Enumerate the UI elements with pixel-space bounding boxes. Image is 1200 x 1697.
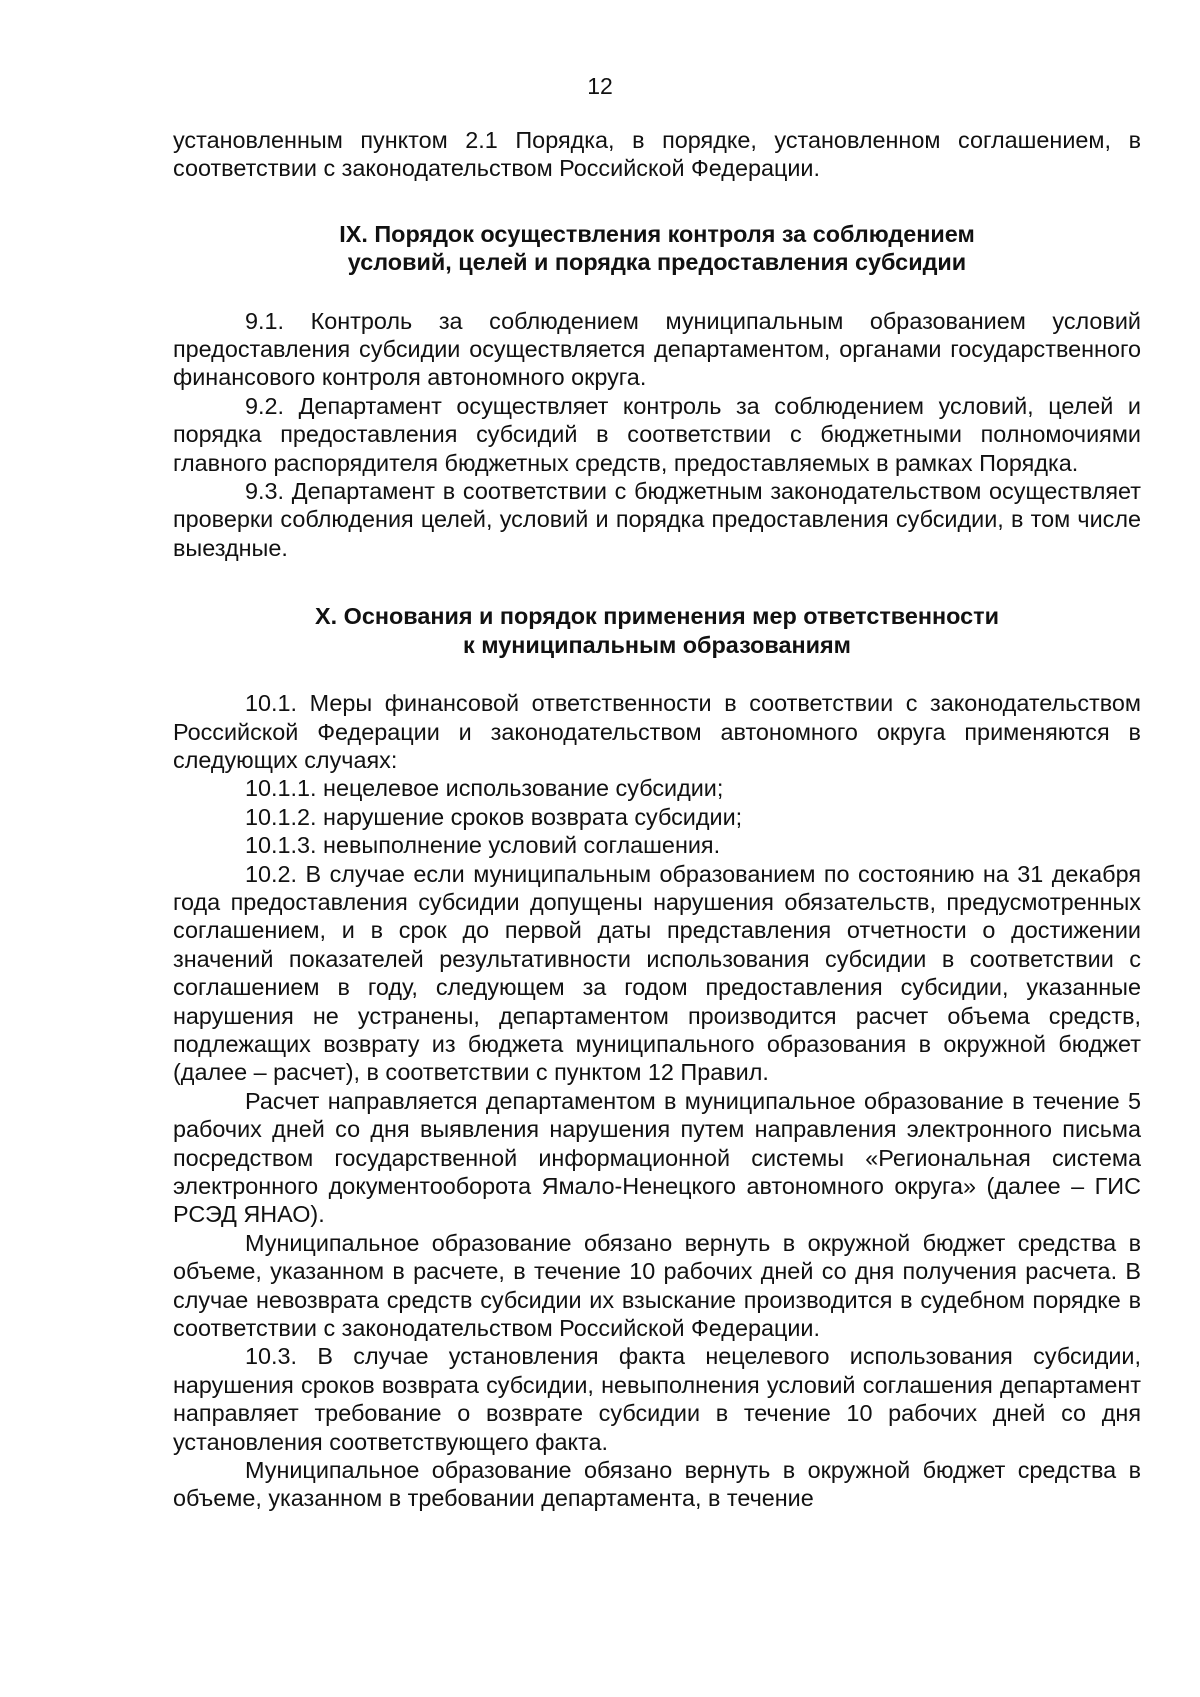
paragraph-return-obligation: Муниципальное образование обязано вернуть в окружной бюджет средства в объеме, указанном в расчете, в течение 10 рабочих дней со дня получения расчета. В случае невозврата средств субсидии их взыскание производится в судебном порядке в соответствии с законодательством Российской Федерации. — [173, 1229, 1141, 1342]
paragraph-10-3: 10.3. В случае установления факта нецелевого использования субсидии, нарушения сроков возврата субсидии, невыполнения условий соглашения департамент направляет требование о возврате субсидии в течение 10 рабочих дней со дня установления соответствующего факта. — [173, 1343, 1141, 1455]
page-number: 12 — [587, 73, 613, 99]
paragraph-10-1-1: 10.1.1. нецелевое использование субсидии; — [245, 775, 724, 802]
paragraph-10-1-3: 10.1.3. невыполнение условий соглашения. — [245, 832, 721, 859]
section-ix-heading-line1: IX. Порядок осуществления контроля за соблюдением — [339, 220, 975, 247]
section-ix-heading — [173, 220, 1141, 277]
paragraph-9-3: 9.3. Департамент в соответствии с бюджетным законодательством осуществляет проверки соблюдения целей, условий и порядка предоставления субсидии, в том числе выездные. — [173, 478, 1141, 561]
paragraph-10-1: 10.1. Меры финансовой ответственности в соответствии с законодательством Российской Федерации и законодательством автономного округа применяются в следующих случаях: — [173, 690, 1141, 773]
paragraph-calculation: Расчет направляется департаментом в муниципальное образование в течение 5 рабочих дней со дня выявления нарушения путем направления электронного письма посредством государственной информационной системы «Региональная система электронного документооборота Ямало-Ненецкого автономного округа» (далее – ГИС РСЭД ЯНАО). — [173, 1087, 1141, 1228]
paragraph-10-2: 10.2. В случае если муниципальным образованием по состоянию на 31 декабря года предоставления субсидии допущены нарушения обязательств, предусмотренных соглашением, и в срок до первой даты представления отчетности о достижении значений показателей результативности использования субсидии в соответствии с соглашением в году, следующем за годом предоставления субсидии, указанные нарушения не устранены, департаментом производится расчет объема средств, подлежащих возврату из бюджета муниципального образования в окружной бюджет (далее – расчет), в соответствии с пунктом 12 Правил. — [173, 860, 1141, 1086]
section-ix-heading-line2: условий, целей и порядка предоставления субсидии — [347, 249, 967, 276]
paragraph-9-2: 9.2. Департамент осуществляет контроль за соблюдением условий, целей и порядка предоставления субсидий в соответствии с бюджетными полномочиями главного распорядителя бюджетных средств, предоставляемых в рамках Порядка. — [173, 392, 1141, 476]
section-x-heading — [173, 602, 1141, 659]
document-body — [173, 126, 1141, 1513]
paragraph-9-1: 9.1. Контроль за соблюдением муниципальным образованием условий предоставления субсидии осуществляется департаментом, органами государственного финансового контроля автономного округа. — [173, 307, 1141, 391]
intro-paragraph: установленным пунктом 2.1 Порядка, в порядке, установленном соглашением, в соответствии с законодательством Российской Федерации. — [173, 127, 1141, 182]
paragraph-10-1-2: 10.1.2. нарушение сроков возврата субсидии; — [245, 803, 743, 830]
section-x-heading-line1: X. Основания и порядок применения мер ответственности — [315, 603, 999, 630]
section-x-heading-line2: к муниципальным образованиям — [463, 631, 851, 658]
paragraph-return-by-demand: Муниципальное образование обязано вернуть в окружной бюджет средства в объеме, указанном в требовании департамента, в течение — [173, 1457, 1141, 1512]
